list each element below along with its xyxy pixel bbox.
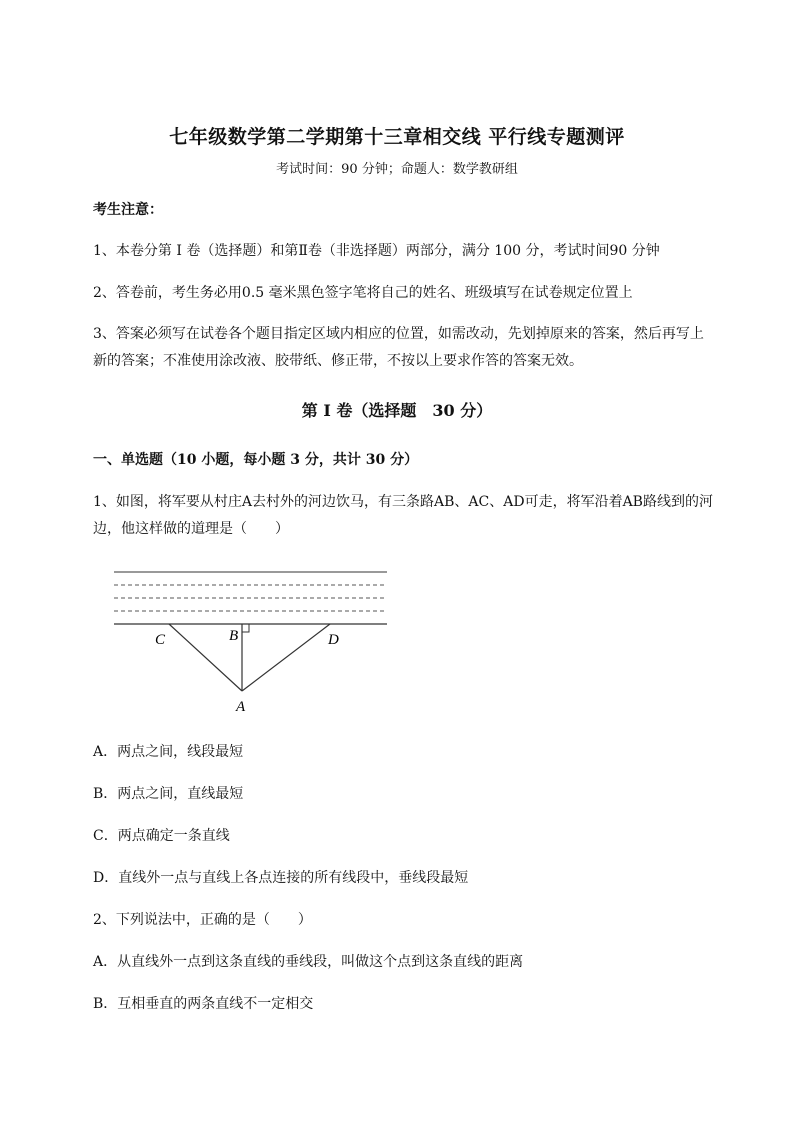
river-diagram: [112, 566, 392, 716]
label-A: A: [236, 699, 246, 715]
label-B: B: [229, 628, 239, 644]
question-1-figure: [112, 566, 392, 720]
notice-heading: 考生注意：: [93, 202, 163, 218]
notice-item-1: 1、本卷分第 I 卷（选择题）和第Ⅱ卷（非选择题）两部分，满分 100 分，考试时间90 分钟: [93, 243, 660, 259]
exam-subtitle: 考试时间：90 分钟；命题人：数学教研组: [276, 162, 518, 177]
notice-item-3: 3、答案必须写在试卷各个题目指定区域内相应的位置，如需改动，先划掉原来的答案，然后再写上新的答案；不准使用涂改液、胶带纸、修正带，不按以上要求作答的答案无效。: [93, 326, 704, 369]
part-heading: 一、单选题（10 小题，每小题 3 分，共计 30 分）: [93, 452, 419, 468]
question-2-option-a: A．从直线外一点到这条直线的垂线段，叫做这个点到这条直线的距离: [93, 954, 524, 970]
section-title: 第 I 卷（选择题 30 分）: [301, 401, 493, 420]
question-1-option-c: C．两点确定一条直线: [93, 828, 230, 844]
label-C: C: [155, 632, 166, 648]
notice-item-2: 2、答卷前，考生务必用0.5 毫米黑色签字笔将自己的姓名、班级填写在试卷规定位置上: [93, 285, 633, 301]
segment-AD: [242, 624, 330, 691]
question-1-option-b: B．两点之间，直线最短: [93, 786, 244, 802]
right-angle-mark: [242, 624, 249, 632]
question-1-option-d: D．直线外一点与直线上各点连接的所有线段中，垂线段最短: [93, 870, 469, 886]
exam-title: 七年级数学第二学期第十三章相交线 平行线专题测评: [169, 126, 625, 148]
question-2-stem: 2、下列说法中，正确的是（ ）: [93, 912, 312, 928]
question-1-option-a: A．两点之间，线段最短: [93, 744, 244, 760]
question-2-option-b: B．互相垂直的两条直线不一定相交: [93, 996, 314, 1012]
question-1-stem: 1、如图，将军要从村庄A去村外的河边饮马，有三条路AB、AC、AD可走，将军沿着AB路线到的河边，他这样做的道理是（ ）: [93, 494, 713, 537]
label-D: D: [328, 632, 339, 648]
